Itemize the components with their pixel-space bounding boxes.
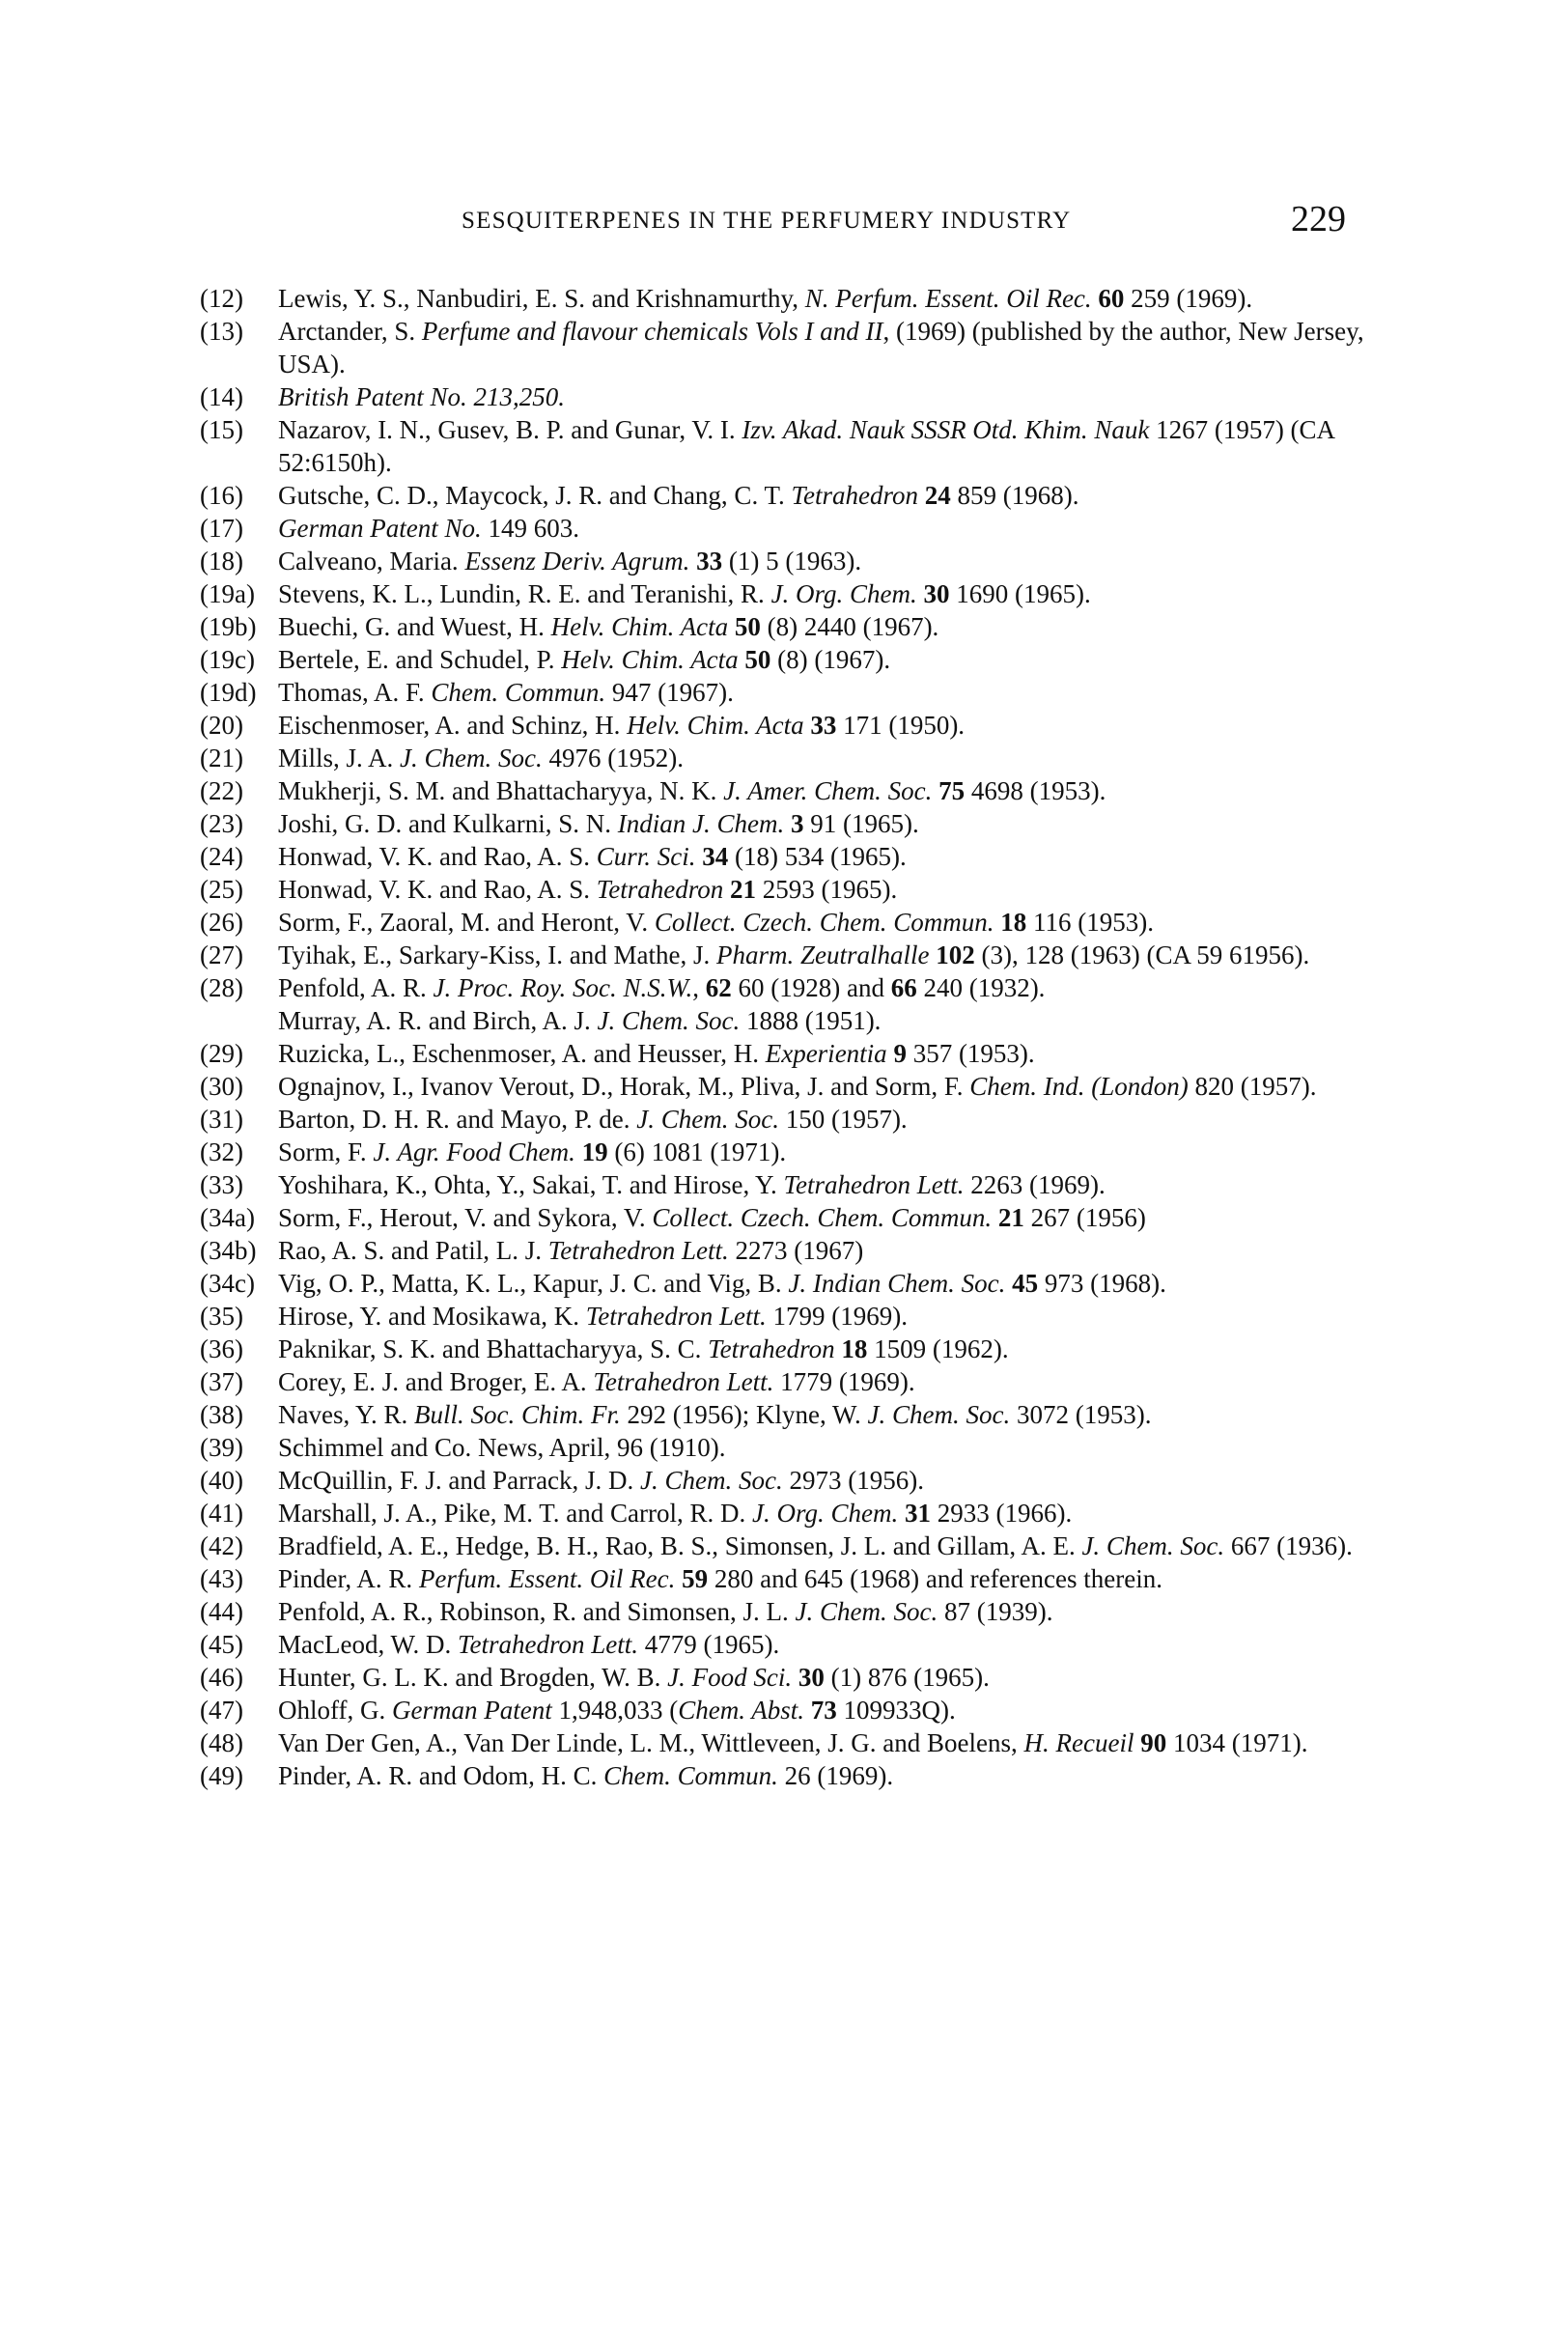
reference-item: [200, 1365, 1368, 1398]
reference-number: (32): [200, 1137, 243, 1166]
reference-text: Arctander, S. Perfume and flavour chemicals Vols I and II, (1969) (published by the author, New Jersey, USA).: [278, 317, 1364, 379]
reference-text: MacLeod, W. D. Tetrahedron Lett. 4779 (1965).: [278, 1630, 780, 1659]
reference-text: Honwad, V. K. and Rao, A. S. Tetrahedron 21 2593 (1965).: [278, 875, 898, 904]
reference-number: (40): [200, 1466, 243, 1495]
reference-item: [200, 971, 1368, 1037]
reference-item: [200, 1726, 1368, 1759]
reference-item: [200, 1267, 1368, 1300]
reference-item: [200, 1562, 1368, 1595]
reference-number: (49): [200, 1761, 243, 1790]
reference-number: (17): [200, 514, 243, 543]
reference-number: (19b): [200, 612, 257, 641]
reference-item: [200, 1497, 1368, 1529]
reference-number: (18): [200, 547, 243, 575]
running-title: SESQUITERPENES IN THE PERFUMERY INDUSTRY: [462, 208, 1072, 234]
reference-text: Barton, D. H. R. and Mayo, P. de. J. Chem. Soc. 150 (1957).: [278, 1105, 908, 1134]
reference-number: (24): [200, 842, 243, 871]
reference-text: Marshall, J. A., Pike, M. T. and Carrol, R. D. J. Org. Chem. 31 2933 (1966).: [278, 1499, 1073, 1528]
reference-text: Nazarov, I. N., Gusev, B. P. and Gunar, V. I. Izv. Akad. Nauk SSSR Otd. Khim. Nauk 1267 (1957) (CA 52:6150h).: [278, 415, 1334, 477]
reference-number: (38): [200, 1400, 243, 1429]
reference-number: (16): [200, 481, 243, 510]
reference-item: [200, 1628, 1368, 1661]
reference-number: (28): [200, 973, 243, 1002]
reference-number: (14): [200, 382, 243, 411]
reference-number: (34b): [200, 1236, 257, 1265]
reference-item: [200, 1234, 1368, 1267]
reference-text: Vig, O. P., Matta, K. L., Kapur, J. C. and Vig, B. J. Indian Chem. Soc. 45 973 (1968).: [278, 1269, 1166, 1298]
reference-item: [200, 774, 1368, 807]
reference-text: Buechi, G. and Wuest, H. Helv. Chim. Acta 50 (8) 2440 (1967).: [278, 612, 939, 641]
reference-number: (44): [200, 1597, 243, 1626]
reference-item: [200, 840, 1368, 873]
reference-text: Tyihak, E., Sarkary-Kiss, I. and Mathe, J. Pharm. Zeutralhalle 102 (3), 128 (1963) (CA 59 61956).: [278, 940, 1310, 969]
reference-number: (34c): [200, 1269, 255, 1298]
reference-number: (39): [200, 1433, 243, 1462]
reference-item: [200, 1759, 1368, 1792]
reference-text: Van Der Gen, A., Van Der Linde, L. M., Wittleveen, J. G. and Boelens, H. Recueil 90 1034 (1971).: [278, 1728, 1308, 1757]
reference-item: [200, 1136, 1368, 1168]
reference-number: (19c): [200, 645, 255, 674]
reference-item: [200, 1070, 1368, 1103]
reference-item: [200, 413, 1368, 479]
reference-text: Corey, E. J. and Broger, E. A. Tetrahedron Lett. 1779 (1969).: [278, 1367, 915, 1396]
reference-item: [200, 1103, 1368, 1136]
reference-number: (35): [200, 1302, 243, 1331]
reference-list: [200, 282, 1368, 1792]
reference-number: (42): [200, 1531, 243, 1560]
reference-number: (19d): [200, 678, 257, 707]
reference-item: [200, 873, 1368, 906]
reference-text: Ohloff, G. German Patent 1,948,033 (Chem. Abst. 73 109933Q).: [278, 1696, 956, 1725]
reference-number: (48): [200, 1728, 243, 1757]
reference-item: [200, 1201, 1368, 1234]
reference-number: (46): [200, 1663, 243, 1692]
reference-text: Joshi, G. D. and Kulkarni, S. N. Indian J. Chem. 3 91 (1965).: [278, 809, 919, 838]
reference-text: McQuillin, F. J. and Parrack, J. D. J. Chem. Soc. 2973 (1956).: [278, 1466, 924, 1495]
reference-number: (27): [200, 940, 243, 969]
reference-text: Sorm, F. J. Agr. Food Chem. 19 (6) 1081 (1971).: [278, 1137, 787, 1166]
reference-text: Rao, A. S. and Patil, L. J. Tetrahedron Lett. 2273 (1967): [278, 1236, 864, 1265]
reference-text: Mills, J. A. J. Chem. Soc. 4976 (1952).: [278, 744, 684, 772]
reference-item: [200, 1529, 1368, 1562]
reference-item: [200, 1168, 1368, 1201]
reference-item: [200, 380, 1368, 413]
reference-number: (22): [200, 776, 243, 805]
reference-item: [200, 577, 1368, 610]
reference-number: (41): [200, 1499, 243, 1528]
reference-number: (43): [200, 1564, 243, 1593]
reference-text: Penfold, A. R. J. Proc. Roy. Soc. N.S.W., 62 60 (1928) and 66 240 (1932). Murray, A. R. and Birch, A. J. J. Chem. Soc. 1888 (1951).: [278, 973, 1046, 1035]
reference-text: Hirose, Y. and Mosikawa, K. Tetrahedron Lett. 1799 (1969).: [278, 1302, 908, 1331]
reference-text: Bradfield, A. E., Hedge, B. H., Rao, B. S., Simonsen, J. L. and Gillam, A. E. J. Chem. Soc. 667 (1936).: [278, 1531, 1353, 1560]
reference-text: Bertele, E. and Schudel, P. Helv. Chim. Acta 50 (8) (1967).: [278, 645, 891, 674]
reference-text: British Patent No. 213,250.: [278, 382, 565, 411]
reference-item: [200, 1398, 1368, 1431]
reference-item: [200, 610, 1368, 643]
reference-number: (15): [200, 415, 243, 444]
reference-item: [200, 1595, 1368, 1628]
page-number: 229: [1291, 199, 1346, 239]
reference-number: (33): [200, 1170, 243, 1199]
reference-text: Schimmel and Co. News, April, 96 (1910).: [278, 1433, 726, 1462]
reference-text: Pinder, A. R. Perfum. Essent. Oil Rec. 59 280 and 645 (1968) and references therein.: [278, 1564, 1162, 1593]
reference-number: (34a): [200, 1203, 255, 1232]
reference-item: [200, 807, 1368, 840]
reference-number: (29): [200, 1039, 243, 1068]
reference-text: Naves, Y. R. Bull. Soc. Chim. Fr. 292 (1956); Klyne, W. J. Chem. Soc. 3072 (1953).: [278, 1400, 1152, 1429]
reference-item: [200, 512, 1368, 545]
reference-number: (12): [200, 284, 243, 313]
reference-text: Pinder, A. R. and Odom, H. C. Chem. Commun. 26 (1969).: [278, 1761, 894, 1790]
reference-text: Calveano, Maria. Essenz Deriv. Agrum. 33 (1) 5 (1963).: [278, 547, 862, 575]
reference-number: (21): [200, 744, 243, 772]
reference-item: [200, 676, 1368, 709]
reference-text: Sorm, F., Herout, V. and Sykora, V. Collect. Czech. Chem. Commun. 21 267 (1956): [278, 1203, 1146, 1232]
reference-item: [200, 1037, 1368, 1070]
reference-number: (47): [200, 1696, 243, 1725]
reference-number: (37): [200, 1367, 243, 1396]
reference-text: Mukherji, S. M. and Bhattacharyya, N. K. J. Amer. Chem. Soc. 75 4698 (1953).: [278, 776, 1106, 805]
reference-text: Ruzicka, L., Eschenmoser, A. and Heusser, H. Experientia 9 357 (1953).: [278, 1039, 1035, 1068]
reference-item: [200, 1333, 1368, 1365]
reference-number: (45): [200, 1630, 243, 1659]
reference-item: [200, 742, 1368, 774]
reference-item: [200, 709, 1368, 742]
reference-text: Sorm, F., Zaoral, M. and Heront, V. Collect. Czech. Chem. Commun. 18 116 (1953).: [278, 908, 1155, 937]
reference-number: (13): [200, 317, 243, 346]
reference-text: Lewis, Y. S., Nanbudiri, E. S. and Krishnamurthy, N. Perfum. Essent. Oil Rec. 60 259 (1969).: [278, 284, 1253, 313]
reference-item: [200, 1661, 1368, 1694]
reference-text: Honwad, V. K. and Rao, A. S. Curr. Sci. 34 (18) 534 (1965).: [278, 842, 907, 871]
reference-text: Eischenmoser, A. and Schinz, H. Helv. Chim. Acta 33 171 (1950).: [278, 711, 966, 740]
reference-text: Penfold, A. R., Robinson, R. and Simonsen, J. L. J. Chem. Soc. 87 (1939).: [278, 1597, 1053, 1626]
page-header: [0, 198, 1568, 246]
reference-number: (31): [200, 1105, 243, 1134]
reference-item: [200, 1694, 1368, 1726]
reference-text: Stevens, K. L., Lundin, R. E. and Teranishi, R. J. Org. Chem. 30 1690 (1965).: [278, 579, 1091, 608]
reference-number: (25): [200, 875, 243, 904]
reference-item: [200, 1300, 1368, 1333]
reference-item: [200, 939, 1368, 971]
reference-text: Gutsche, C. D., Maycock, J. R. and Chang, C. T. Tetrahedron 24 859 (1968).: [278, 481, 1079, 510]
reference-number: (26): [200, 908, 243, 937]
reference-text: German Patent No. 149 603.: [278, 514, 579, 543]
reference-item: [200, 315, 1368, 380]
reference-item: [200, 643, 1368, 676]
reference-item: [200, 479, 1368, 512]
reference-number: (19a): [200, 579, 255, 608]
reference-item: [200, 282, 1368, 315]
reference-item: [200, 1431, 1368, 1464]
reference-item: [200, 906, 1368, 939]
reference-text: Ognajnov, I., Ivanov Verout, D., Horak, M., Pliva, J. and Sorm, F. Chem. Ind. (London) 820 (1957).: [278, 1072, 1317, 1101]
reference-number: (30): [200, 1072, 243, 1101]
reference-number: (23): [200, 809, 243, 838]
reference-text: Hunter, G. L. K. and Brogden, W. B. J. Food Sci. 30 (1) 876 (1965).: [278, 1663, 990, 1692]
reference-text: Yoshihara, K., Ohta, Y., Sakai, T. and Hirose, Y. Tetrahedron Lett. 2263 (1969).: [278, 1170, 1106, 1199]
reference-text: Paknikar, S. K. and Bhattacharyya, S. C. Tetrahedron 18 1509 (1962).: [278, 1334, 1009, 1363]
reference-item: [200, 1464, 1368, 1497]
reference-text: Thomas, A. F. Chem. Commun. 947 (1967).: [278, 678, 734, 707]
reference-number: (36): [200, 1334, 243, 1363]
reference-item: [200, 545, 1368, 577]
reference-number: (20): [200, 711, 243, 740]
